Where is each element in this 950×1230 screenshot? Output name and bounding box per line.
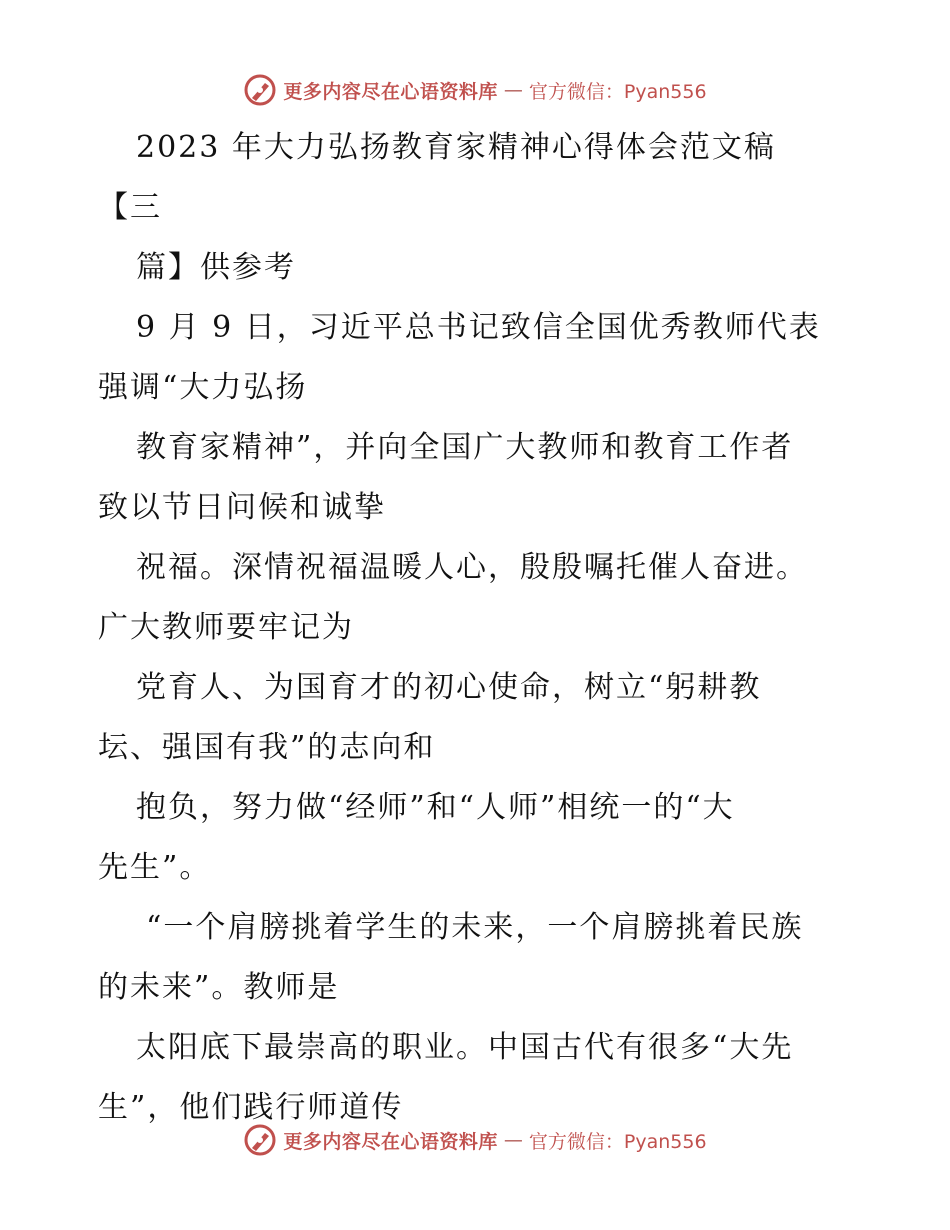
document-title-continued: 篇】供参考 [136, 250, 296, 285]
paragraph-line: 9 月 9 日，习近平总书记致信全国优秀教师代表 [136, 310, 821, 345]
watermark-contact: 官方微信：Pyan556 [528, 1130, 707, 1153]
watermark-separator: — [503, 79, 523, 101]
paragraph-line: 祝福。深情祝福温暖人心，殷殷嘱托催人奋进。 [136, 550, 808, 585]
watermark-contact: 官方微信：Pyan556 [528, 80, 707, 103]
watermark-text: 更多内容尽在心语资料库 [283, 80, 498, 103]
paragraph-line: 坛、强国有我”的志向和 [98, 730, 436, 765]
paragraph-line: 致以节日问候和诚挚 [98, 490, 386, 525]
header-watermark [0, 70, 950, 110]
watermark-separator: — [503, 1129, 523, 1151]
document-title-continued: 【三 [98, 190, 162, 225]
document-body [98, 118, 858, 1138]
paragraph-line: 教育家精神”，并向全国广大教师和教育工作者 [136, 430, 794, 465]
paragraph-line: “一个肩膀挑着学生的未来，一个肩膀挑着民族 [146, 910, 804, 945]
paragraph-line: 抱负，努力做“经师”和“人师”相统一的“大 [136, 790, 735, 825]
paragraph-line: 生”，他们践行师道传 [98, 1090, 404, 1125]
paragraph-line: 强调“大力弘扬 [98, 370, 308, 405]
paragraph-line: 广大教师要牢记为 [98, 610, 354, 645]
pen-circle-logo-icon [243, 73, 277, 107]
paragraph-line: 先生”。 [98, 850, 212, 885]
paragraph-line: 太阳底下最崇高的职业。中国古代有很多“大先 [136, 1030, 794, 1065]
pen-circle-logo-icon [243, 1123, 277, 1157]
paragraph-line: 的未来”。教师是 [98, 970, 340, 1005]
paragraph-line: 党育人、为国育才的初心使命，树立“躬耕教 [136, 670, 762, 705]
watermark-text: 更多内容尽在心语资料库 [283, 1130, 498, 1153]
footer-watermark [0, 1120, 950, 1160]
document-title: 2023 年大力弘扬教育家精神心得体会范文稿 [136, 130, 776, 165]
